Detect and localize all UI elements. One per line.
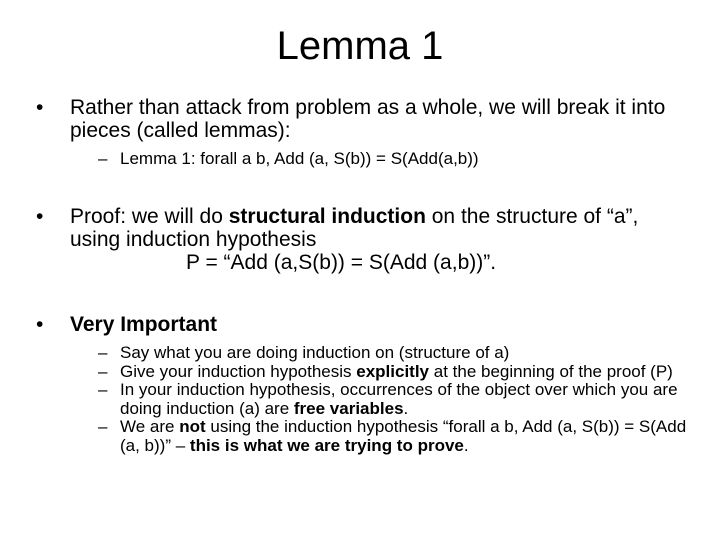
item-text-post: at the beginning of the proof (P) bbox=[429, 361, 673, 381]
item-text-pre: Give your induction hypothesis bbox=[120, 361, 357, 381]
proof-text-post: on the structure of “a”, using induction hypothesis bbox=[70, 205, 639, 251]
hypothesis-line: P = “Add (a,S(b)) = S(Add (a,b))”. bbox=[186, 251, 497, 274]
dash-mark: – bbox=[98, 380, 108, 399]
dash-mark: – bbox=[98, 149, 108, 168]
item-text-bold: explicitly bbox=[356, 361, 430, 381]
bullet-mark: • bbox=[36, 205, 44, 228]
important-item bbox=[98, 363, 698, 382]
dash-mark: – bbox=[98, 361, 108, 381]
item-text-pre: In your induction hypothesis, occurrences of the object over which you are doing induction (a) are bbox=[120, 380, 678, 418]
item-text bbox=[120, 363, 698, 382]
item-text-post: . bbox=[463, 435, 469, 455]
proof-text-bold: structural induction bbox=[228, 205, 426, 228]
sub-lemma-1 bbox=[98, 150, 698, 169]
bullet-very-important bbox=[36, 313, 686, 336]
sub-text: Lemma 1: forall a b, Add (a, S(b)) = S(Add(a,b)) bbox=[120, 149, 479, 168]
proof-text-pre: Proof: we will do bbox=[70, 205, 229, 228]
item-text-post: . bbox=[403, 398, 409, 418]
bullet-proof bbox=[36, 205, 686, 274]
item-text: Say what you are doing induction on (structure of a) bbox=[120, 343, 510, 362]
important-item bbox=[98, 381, 698, 418]
item-text-bold: not bbox=[179, 417, 206, 436]
bullet-text: Rather than attack from problem as a whole, we will break it into pieces (called lemmas): bbox=[70, 96, 666, 142]
dash-mark: – bbox=[98, 343, 108, 362]
item-text-bold: free variables bbox=[293, 398, 404, 418]
bullet-heading bbox=[70, 313, 686, 336]
dash-mark: – bbox=[98, 417, 108, 436]
item-text-bold: this is what we are trying to prove bbox=[189, 435, 464, 455]
item-text bbox=[120, 418, 698, 455]
item-text-pre: We are bbox=[120, 417, 180, 436]
item-text-mid: using the induction hypothesis “forall a b, Add (a, S(b)) = S(Add (a, b))” – bbox=[120, 417, 687, 455]
bullet-mark: • bbox=[36, 313, 44, 336]
important-item bbox=[98, 418, 698, 455]
slide-title: Lemma 1 bbox=[276, 24, 444, 68]
very-important-heading: Very Important bbox=[70, 313, 218, 336]
important-list bbox=[98, 344, 698, 455]
item-text bbox=[120, 381, 698, 418]
bullet-mark: • bbox=[36, 96, 44, 119]
bullet-lemmas bbox=[36, 96, 686, 142]
bullet-text bbox=[70, 205, 686, 274]
important-item bbox=[98, 344, 698, 363]
